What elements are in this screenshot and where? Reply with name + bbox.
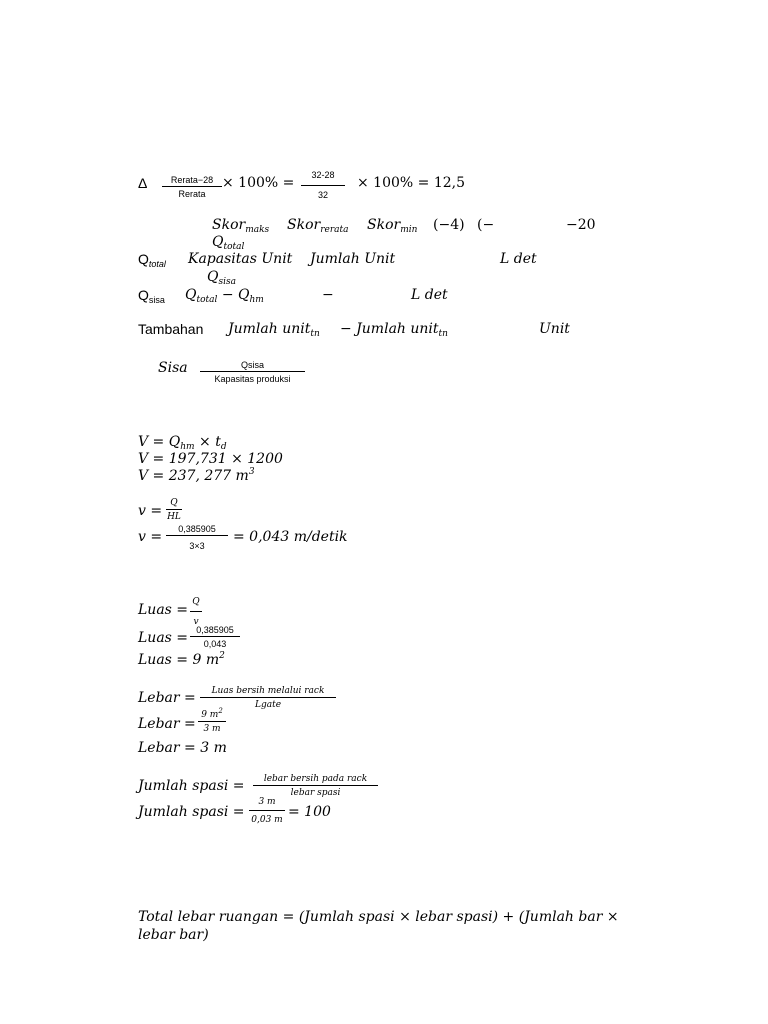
spasi-fraction-2: 3 m 0,03 m (249, 797, 285, 825)
luas-fraction-1: Q v (190, 597, 202, 627)
delta-fraction-1 (162, 175, 222, 199)
skor-neg20: −20 (566, 217, 596, 233)
skor-rerata: Skor$_{rerata}$ (287, 217, 349, 235)
volume-line-2: V = 197,731 × 1200 (138, 451, 283, 467)
qtotal-jumlah-unit: Jumlah Unit (310, 251, 396, 267)
luas-line-3: Luas = 9 $m^2$ (138, 651, 225, 668)
delta-fraction-2 (301, 170, 345, 200)
qsisa-dash: − (322, 287, 334, 303)
velocity-line-2-label: v = (138, 529, 163, 545)
luas-line-1-label: Luas = (138, 602, 189, 618)
qtotal-kapasitas-unit: Kapasitas Unit (188, 251, 293, 267)
total-line-1: Total lebar ruangan = (Jumlah spasi × lebar spasi) + (Jumlah bar × (138, 909, 619, 925)
qsisa-formula: $Q_{total} - Q_{hm}$ (185, 287, 264, 305)
tambahan-jumlah-unit-2: − Jumlah unit$_{tn}$ (340, 321, 448, 339)
lebar-line-3: Lebar = 3 m (138, 740, 227, 756)
volume-line-1: $V = Q_{hm} \times t_d$ (138, 434, 227, 452)
qtotal-unit: L det (500, 251, 537, 267)
delta-fraction-1-denominator: Rerata (178, 189, 206, 199)
sisa-numerator: Qsisa (240, 360, 264, 370)
qsisa-above-label: $Q_{sisa}$ (207, 269, 236, 287)
qtotal-label: $Q_{total}$ (138, 251, 166, 269)
skor-paren-neg: (− (477, 217, 495, 233)
qsisa-unit: L det (411, 287, 448, 303)
tambahan-unit: Unit (539, 321, 570, 337)
skor-min: Skor$_{min}$ (367, 217, 418, 235)
luas-line-2-label: Luas = (138, 630, 189, 646)
velocity-line-1-label: v = (138, 503, 163, 519)
sisa-fraction (200, 360, 305, 384)
spasi-line-2-label: Jumlah spasi = (138, 804, 245, 820)
delta-fraction-1-numerator: Rerata−28 (170, 175, 214, 185)
volume-line-3: V = 237, 277 $m^3$ (138, 467, 255, 484)
lebar-line-2-label: Lebar = (138, 716, 196, 732)
sisa-label: Sisa (158, 360, 188, 376)
luas-fraction-2: 0,385905 0,043 (190, 625, 240, 649)
delta-fraction-2-numerator: 32-28 (311, 170, 335, 180)
lebar-fraction-1: Luas bersih melalui rack Lgate (200, 686, 336, 710)
tambahan-label: Tambahan (138, 321, 204, 337)
spasi-result: = 100 (288, 804, 331, 820)
qsisa-label: $Q_{sisa}$ (138, 287, 165, 305)
spasi-fraction-1: lebar bersih pada rack lebar spasi (253, 774, 378, 798)
delta-fraction-2-denominator: 32 (317, 190, 328, 200)
sisa-denominator: Kapasitas produksi (214, 374, 291, 384)
delta-result: × 100% = 12,5 (357, 175, 466, 191)
skor-paren-neg4: (−4) (433, 217, 465, 233)
total-line-2: lebar bar) (138, 927, 209, 943)
velocity-result: = 0,043 m/detik (233, 529, 348, 545)
qtotal-above-label: $Q_{total}$ (212, 234, 245, 252)
delta-symbol: Δ (138, 175, 148, 191)
velocity-fraction-1: Q HL (167, 498, 181, 522)
delta-times-100: × 100% = (222, 175, 295, 191)
velocity-fraction-2: 0,385905 3×3 (166, 524, 228, 551)
lebar-line-1-label: Lebar = (138, 690, 196, 706)
lebar-fraction-2: 9 $m^2$ 3 m (198, 710, 226, 734)
tambahan-jumlah-unit-1: Jumlah unit$_{tn}$ (228, 321, 320, 339)
skor-maks: Skor$_{maks}$ (212, 217, 270, 235)
spasi-line-1-label: Jumlah spasi = (138, 778, 245, 794)
